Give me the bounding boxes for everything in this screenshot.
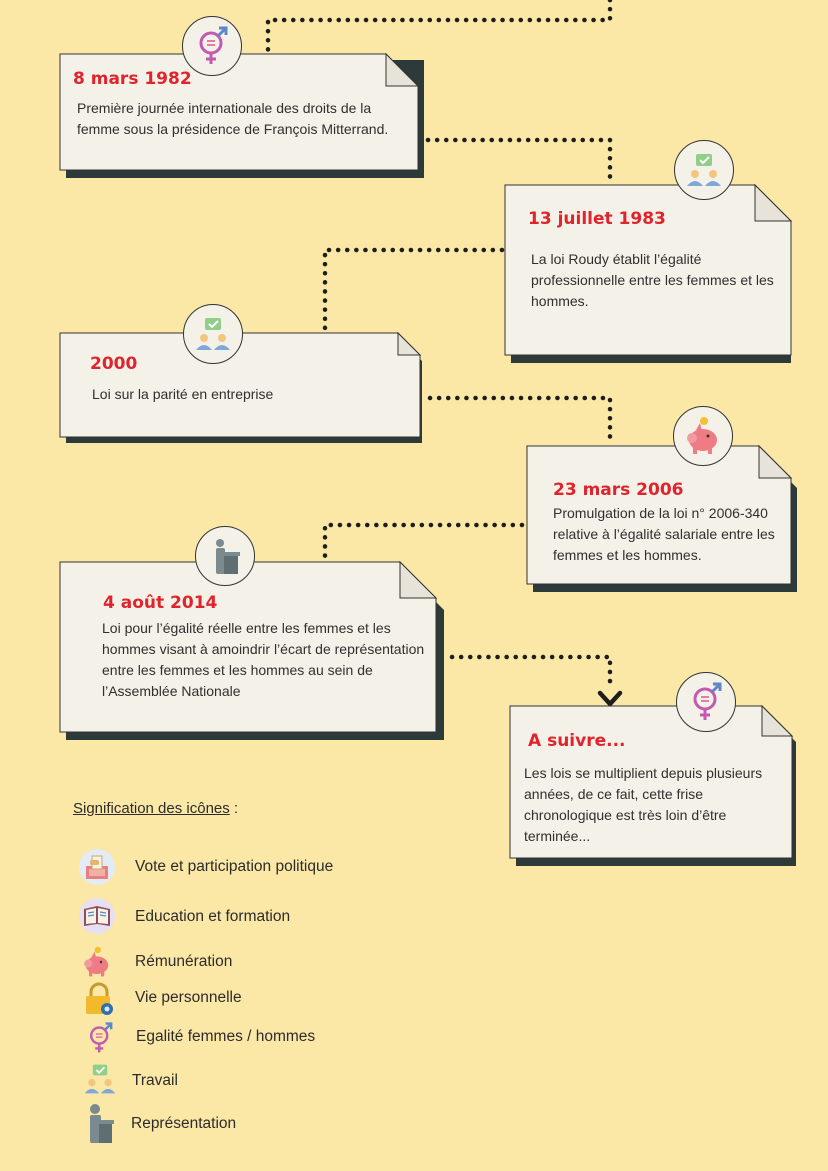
legend-item-remuneration xyxy=(0,946,828,986)
badge-work xyxy=(674,140,734,200)
ballot-box-icon xyxy=(78,848,116,886)
legend-label: Rémunération xyxy=(135,953,233,970)
event-description: Promulgation de la loi n° 2006-340 relative à l’égalité salariale entre les femmes et les hommes. xyxy=(553,505,775,563)
event-date: 2000 xyxy=(90,354,138,374)
event-description: Loi pour l’égalité réelle entre les femmes et les hommes visant à amoindrir l’écart de représentation entre les femmes et les hommes au sein de l’Assemblée Nationale xyxy=(102,620,425,699)
timeline-card-2014 xyxy=(60,562,444,740)
legend-label: Education et formation xyxy=(135,908,291,925)
legend-item-education xyxy=(0,897,828,937)
legend-item-egalite xyxy=(0,1021,828,1061)
event-date: 4 août 2014 xyxy=(103,593,218,613)
gender-equality-icon xyxy=(192,26,232,66)
timeline-card-1982 xyxy=(60,54,432,178)
legend-item-representation xyxy=(0,1102,828,1142)
event-description: Loi sur la parité en entreprise xyxy=(92,386,274,402)
legend-label: Vie personnelle xyxy=(135,989,242,1006)
podium-speaker-icon xyxy=(84,1102,114,1144)
podium-speaker-icon xyxy=(205,536,245,576)
work-icon xyxy=(684,150,724,190)
legend-item-travail xyxy=(0,1061,828,1101)
badge-gender-equality xyxy=(182,16,242,76)
legend-label: Représentation xyxy=(131,1115,237,1132)
piggy-bank-icon xyxy=(683,416,723,456)
work-icon xyxy=(193,314,233,354)
event-date: 8 mars 1982 xyxy=(73,69,192,89)
event-description: Les lois se multiplient depuis plusieurs années, de ce fait, cette frise chronologique est très loin d’être terminée... xyxy=(524,765,763,844)
legend-label: Egalité femmes / hommes xyxy=(136,1028,316,1045)
badge-remuneration xyxy=(673,406,733,466)
timeline-card-2000 xyxy=(60,333,428,443)
book-icon xyxy=(78,897,116,935)
badge-gender-equality xyxy=(676,672,736,732)
event-description: Première journée internationale des droits de la femme sous la présidence de François Mitterrand. xyxy=(77,100,389,137)
badge-representation xyxy=(195,526,255,586)
legend-title-suffix: : xyxy=(229,800,239,817)
gender-equality-icon xyxy=(84,1021,116,1055)
timeline-card-a-suivre xyxy=(510,706,799,866)
piggy-bank-icon xyxy=(80,946,114,978)
legend-label: Vote et participation politique xyxy=(135,858,334,875)
event-date: 23 mars 2006 xyxy=(553,480,684,500)
legend-label: Travail xyxy=(132,1072,178,1089)
legend-item-vote xyxy=(0,848,828,888)
timeline-card-1983 xyxy=(505,185,799,363)
legend-title-text: Signification des icônes xyxy=(73,800,230,817)
badge-work xyxy=(183,304,243,364)
event-date: 13 juillet 1983 xyxy=(528,209,666,229)
legend-item-vie-personnelle xyxy=(0,982,828,1022)
legend-title xyxy=(73,800,238,817)
work-icon xyxy=(82,1061,118,1097)
timeline-card-2006 xyxy=(527,446,799,592)
event-date: A suivre... xyxy=(528,731,626,751)
padlock-icon xyxy=(82,982,116,1016)
event-description: La loi Roudy établit l’égalité professionnelle entre les femmes et les hommes. xyxy=(531,251,774,309)
gender-equality-icon xyxy=(686,682,726,722)
